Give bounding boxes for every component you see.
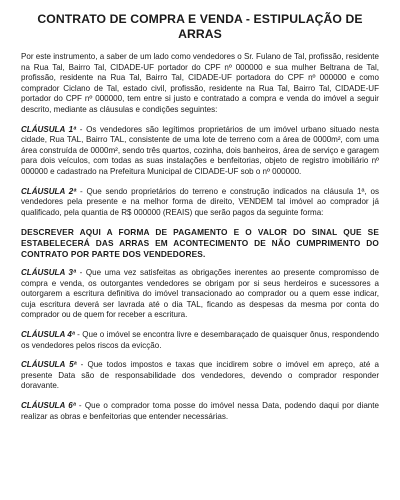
intro-paragraph: Por este instrumento, a saber de um lado como vendedores o Sr. Fulano de Tal, profissão, residente na Rua Tal, Bairro Tal, CIDADE-UF portador do CPF nº 000000 e sua mulher Beltrana de Tal, profissão, residente na Rua Tal, Bairro Tal, CIDADE-UF portadora do CPF nº 000000 e como comprador Ciclano de Tal, estado civil, profissão, residente na Rua Tal, Bairro Tal, CIDADE-UF portador do CPF nº 000000, tem entre si justo e contratado a compra e venda do imóvel a seguir descrito, mediante as cláusulas e condições seguintes: <box>21 52 379 114</box>
clause-3-heading: CLÁUSULA 3ª <box>21 268 77 278</box>
clause-5 <box>21 360 379 392</box>
clause-2 <box>21 187 379 219</box>
clause-5-text: - Que todos impostos e taxas que incidirem sobre o imóvel em apreço, até a presente Data são de responsabilidade dos vendedores, devendo o comprador responder doravante. <box>21 360 379 391</box>
clause-3 <box>21 268 379 321</box>
document-title: CONTRATO DE COMPRA E VENDA - ESTIPULAÇÃO DE ARRAS <box>37 12 363 41</box>
clause-6-text: - Que o comprador toma posse do imóvel nessa Data, podendo daqui por diante realizar as obras e benfeitorias que entender necessárias. <box>21 401 379 421</box>
clause-4 <box>21 330 379 351</box>
clause-5-heading: CLÁUSULA 5ª <box>21 360 77 370</box>
clause-4-heading: CLÁUSULA 4ª <box>21 330 75 340</box>
clause-1 <box>21 125 379 178</box>
clause-6 <box>21 401 379 422</box>
clause-1-text: - Os vendedores são legítimos proprietários de um imóvel urbano situado nesta cidade, Rua TAL, Bairro TAL, consistente de uma lote de terreno com a área de 0000m², com uma área construída de 0000m², sendo três quartos, cozinha, dois banheiros, área de serviço e garagem para dois veículos, com todas as suas instalações e benfeitorias, objeto de registro imobiliário nº 000000 e cadastrado na Prefeitura Municipal de CIDADE-UF sob o nº 000000. <box>21 124 379 176</box>
clause-2-text: - Que sendo proprietários do terreno e construção indicados na cláusula 1ª, os vendedores pela presente e na melhor forma de direito, VENDEM tal imóvel ao comprador já qualificado, pela quantia de R$ 000000 (REAIS) que serão pagos da seguinte forma: <box>21 186 379 217</box>
clause-3-text: - Que uma vez satisfeitas as obrigações inerentes ao presente compromisso de compra e venda, os outorgantes vendedores se obrigam por si seus herdeiros e sucessores a outorgarem a escritura definitiva do imóvel transacionado ao comprador ou a quem esse indicar, cuja escritura deverá ser lavrada até o dia TAL, ficando as despesas da mesma por conta do comprador ou de quem for receber a escritura. <box>21 268 380 320</box>
clause-1-heading: CLÁUSULA 1ª <box>21 124 77 134</box>
clause-4-text: - Que o imóvel se encontra livre e desembaraçado de quaisquer ônus, respondendo os vendedores pelos riscos da evicção. <box>21 330 379 350</box>
payment-notice: DESCREVER AQUI A FORMA DE PAGAMENTO E O VALOR DO SINAL QUE SE ESTABELECERÁ DAS ARRAS EM ACONTECIMENTO DE NÃO CUMPRIMENTO DO CONTRATO POR PARTE DOS VENDEDORES. <box>21 227 379 259</box>
clause-6-heading: CLÁUSULA 6ª <box>21 401 76 411</box>
clause-2-heading: CLÁUSULA 2ª <box>21 186 77 196</box>
